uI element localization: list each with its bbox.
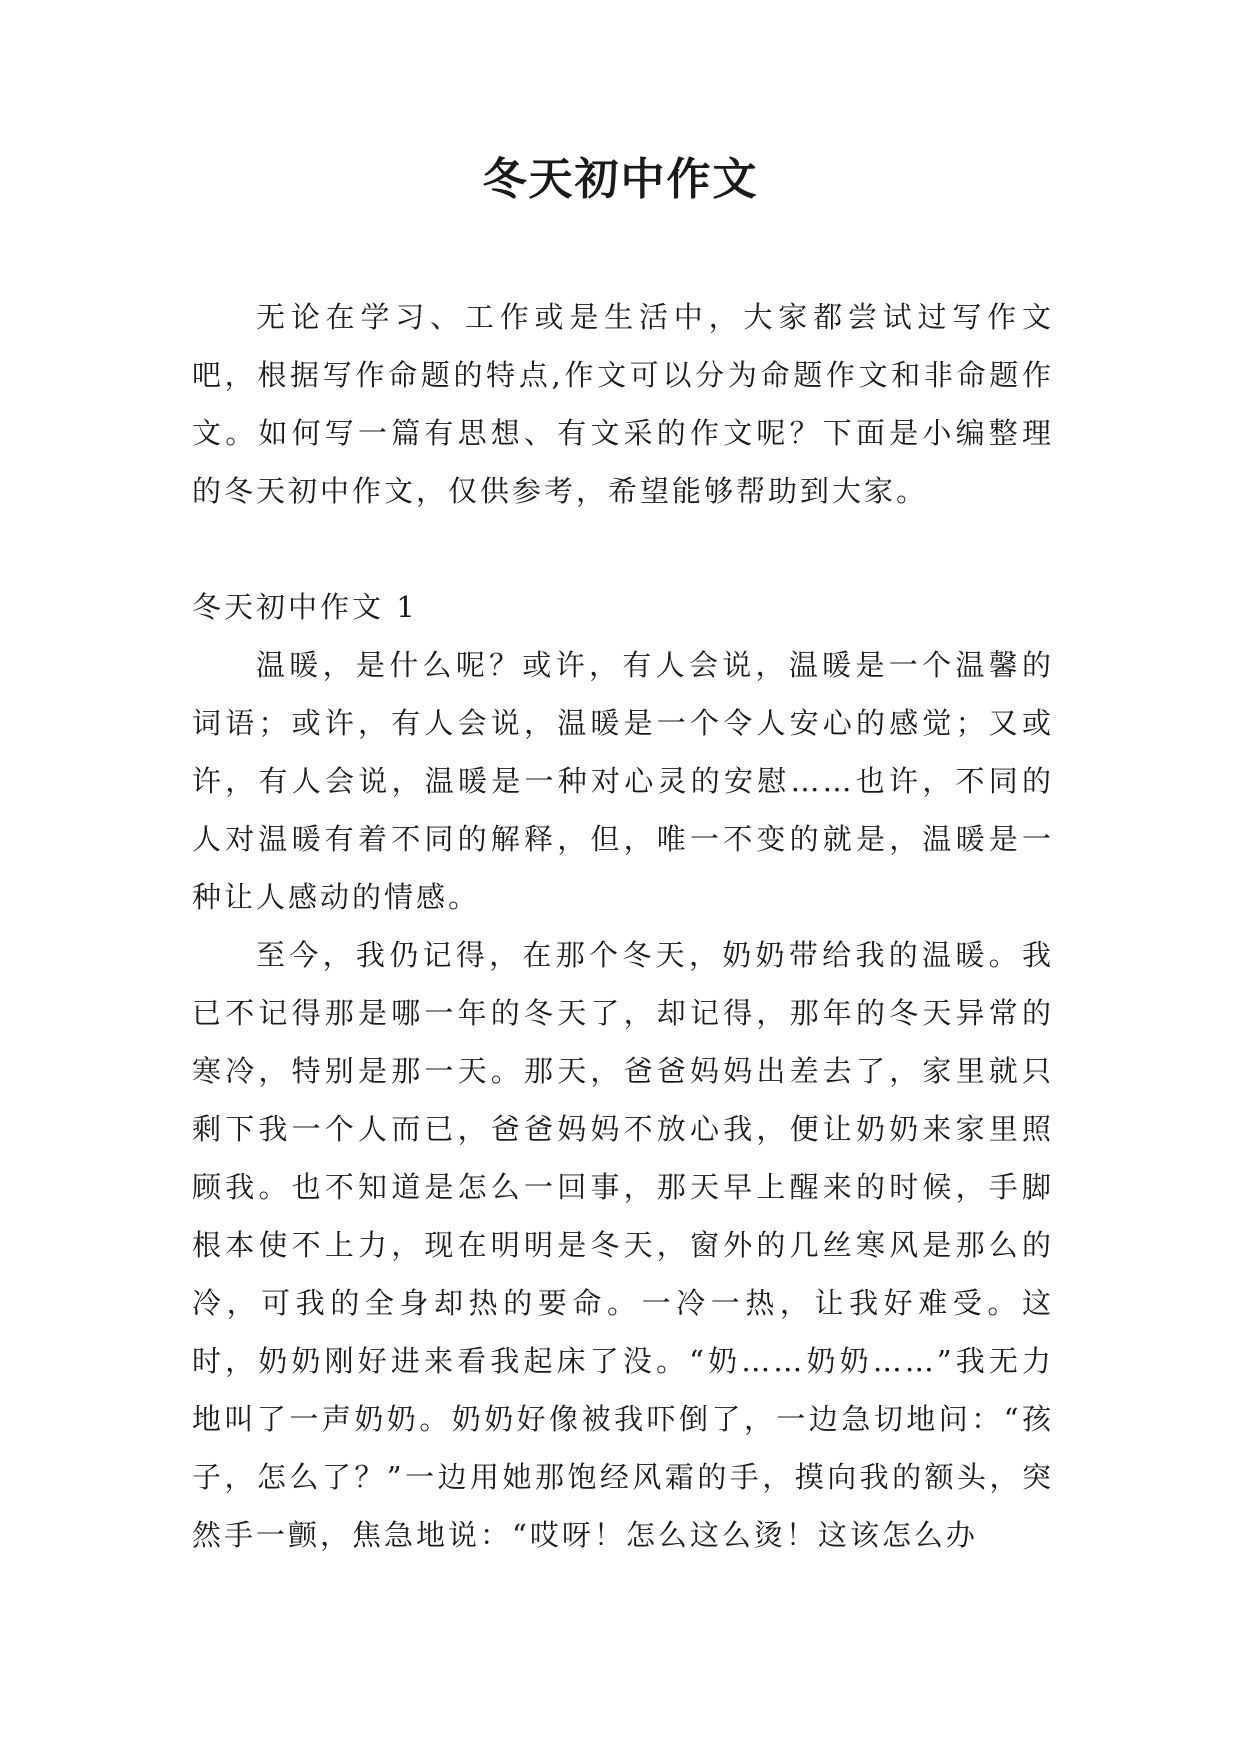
document-body [192,288,1054,1564]
intro-paragraph: 无论在学习、工作或是生活中，大家都尝试过写作文吧，根据写作命题的特点,作文可以分为命题作文和非命题作文。如何写一篇有思想、有文采的作文呢？下面是小编整理的冬天初中作文，仅供参考，希望能够帮助到大家。 [192,300,1054,508]
essay-paragraph-2: 至今，我仍记得，在那个冬天，奶奶带给我的温暖。我已不记得那是哪一年的冬天了，却记得，那年的冬天异常的寒冷，特别是那一天。那天，爸爸妈妈出差去了，家里就只剩下我一个人而已，爸爸妈妈不放心我，便让奶奶来家里照顾我。也不知道是怎么一回事，那天早上醒来的时候，手脚根本使不上力，现在明明是冬天，窗外的几丝寒风是那么的冷，可我的全身却热的要命。一冷一热，让我好难受。这时，奶奶刚好进来看我起床了没。“奶……奶奶……”我无力地叫了一声奶奶。奶奶好像被我吓倒了，一边急切地问：“孩子，怎么了？”一边用她那饱经风霜的手，摸向我的额头，突然手一颤，焦急地说：“哎呀！怎么这么烫！这该怎么办 [192,938,1054,1552]
essay-heading: 冬天初中作文 1 [192,590,418,624]
paragraph-spacer [192,520,1054,578]
essay-paragraph-1: 温暖，是什么呢？或许，有人会说，温暖是一个温馨的词语；或许，有人会说，温暖是一个令人安心的感觉；又或许，有人会说，温暖是一种对心灵的安慰……也许，不同的人对温暖有着不同的解释，但，唯一不变的就是，温暖是一种让人感动的情感。 [192,648,1054,914]
document-title: 冬天初中作文 [482,154,759,205]
